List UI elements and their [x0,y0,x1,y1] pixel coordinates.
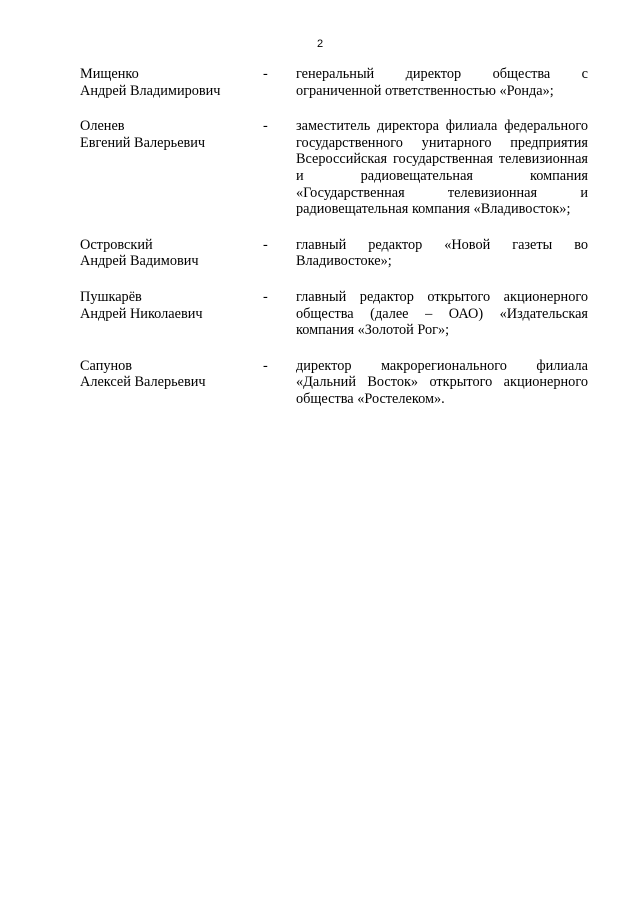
separator-dash: - [263,288,268,305]
given-name: Евгений Валерьевич [80,134,206,151]
given-name: Андрей Вадимович [80,253,199,270]
position-description: директор макрорегионального филиала «Дальний Восток» открытого акционерного общества «Ростелеком». [296,357,588,407]
separator-dash: - [263,357,268,374]
position-description: генеральный директор общества с ограниченной ответственностью «Ронда»; [296,66,588,99]
given-name: Андрей Николаевич [80,305,203,322]
list-item [80,289,590,339]
surname: Мищенко [80,66,139,82]
given-name: Андрей Владимирович [80,82,221,99]
list-item [80,118,590,218]
list-item [80,237,590,270]
surname: Сапунов [80,357,133,374]
page-number: 2 [316,38,324,50]
list-item [80,358,590,408]
position-description: главный редактор открытого акционерного общества (далее – ОАО) «Издательская компания «Золотой Рог»; [296,288,588,339]
person-name [80,66,260,99]
person-name [80,237,260,270]
member-list [80,66,590,427]
surname: Оленев [80,118,125,135]
separator-dash: - [263,66,268,82]
surname: Островский [80,236,153,253]
person-name [80,358,260,408]
separator-dash: - [263,236,268,253]
separator-dash: - [263,118,268,135]
list-item [80,66,590,99]
position-description: главный редактор «Новой газеты во Владивостоке»; [296,236,588,270]
person-name [80,118,260,218]
surname: Пушкарёв [80,288,142,305]
given-name: Алексей Валерьевич [80,374,206,391]
position-description: заместитель директора филиала федерального государственного унитарного предприятия Всероссийская государственная телевизионная и радиовещательная компания «Государственная телевизионная и радиовещательная компания «Владивосток»; [296,118,588,218]
person-name [80,289,260,339]
